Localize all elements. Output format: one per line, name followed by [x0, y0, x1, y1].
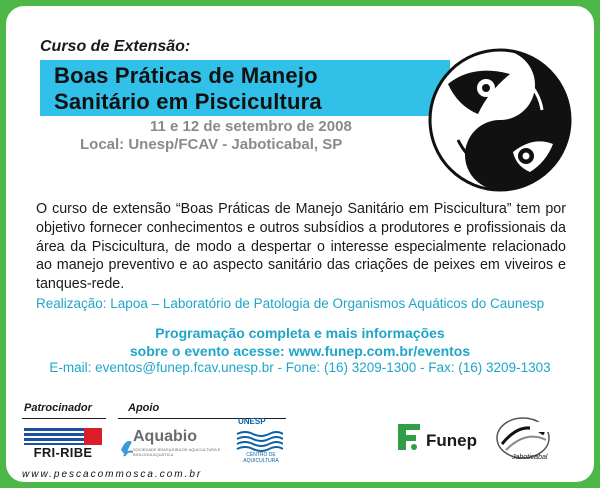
- realizacao-note: Realização: Lapoa – Laboratório de Patologia de Organismos Aquáticos do Caunesp: [36, 296, 545, 311]
- jaboticabal-wordmark: Jaboticabal: [512, 454, 548, 461]
- aquabio-wordmark: Aquabio: [133, 428, 197, 445]
- contact-info: E-mail: eventos@funep.fcav.unesp.br - Fone: (16) 3209-1300 - Fax: (16) 3209-1303: [49, 360, 551, 375]
- title-line-1: Boas Práticas de Manejo: [54, 63, 318, 88]
- event-dates: 11 e 12 de setembro de 2008: [150, 118, 352, 135]
- title-line-2: Sanitário em Piscicultura: [54, 89, 322, 114]
- program-info-line-1: Programação completa e mais informações: [155, 325, 445, 341]
- event-location: Local: Unesp/FCAV - Jaboticabal, SP: [80, 136, 343, 153]
- funep-logo: [394, 420, 424, 454]
- program-info-line-2: sobre o evento acesse: www.funep.com.br/eventos: [129, 343, 471, 359]
- course-label: Curso de Extensão:: [40, 38, 191, 55]
- website-watermark[interactable]: www.pescacommosca.com.br: [22, 469, 203, 480]
- unesp-wordmark: UNESP: [238, 417, 266, 426]
- friribe-wordmark: FRI-RIBE: [33, 445, 93, 460]
- unesp-subtitle: CENTRO DE AQUICULTURA: [243, 452, 279, 464]
- patrocinador-label: Patrocinador: [24, 402, 92, 414]
- patrocinador-underline: [22, 418, 106, 419]
- funep-wordmark: Funep: [426, 431, 477, 450]
- fish-yin-yang-emblem: [418, 44, 578, 194]
- aquabio-subtitle: SOCIEDADE BRASILEIRA DE AQUICULTURA E BIOLOGIA AQUÁTICA: [133, 447, 221, 457]
- apoio-label: Apoio: [128, 402, 160, 414]
- course-description: O curso de extensão “Boas Práticas de Manejo Sanitário em Piscicultura” tem por objetivo fornecer conhecimentos e outros subsídios a produtores e profissionais da área da Piscicultura, de modo a despertar o interesse especialmente relacionado ao manejo preventivo e ao aspecto sanitário das criações de peixes em viveiros e tanques-rede.: [36, 201, 566, 293]
